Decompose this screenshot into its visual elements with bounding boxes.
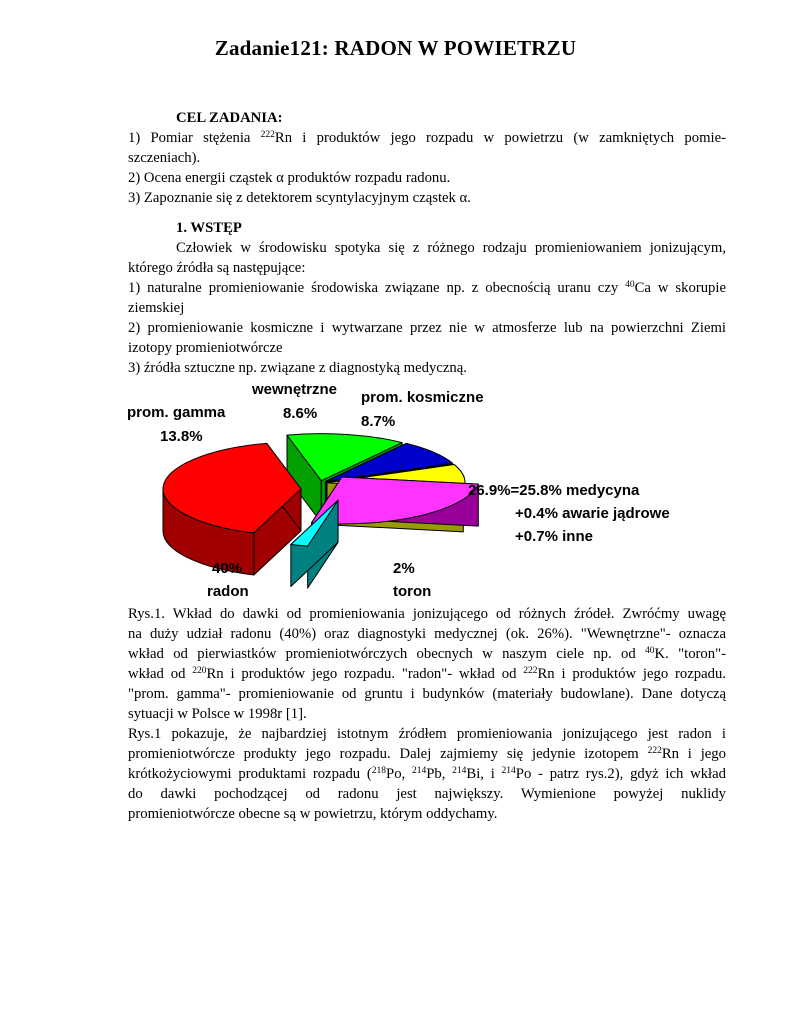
body-line-6: sytuacji w Polsce w 1998r [1]. [128, 706, 307, 722]
body-line-11: promieniotwórcze obecne są w powietrzu, którym oddychamy. [128, 806, 498, 822]
intro-line-1: Człowiek w środowisku spotyka się z różnego rodzaju promieniowaniem jonizującym, [176, 240, 726, 256]
label-thoron-name: toron [393, 583, 432, 600]
body-line-8: promieniotwórcze produkty jego rozpadu. Dalej zajmiemy się jedynie izotopem $^{222}$Rn i jego [128, 746, 726, 762]
label-cosmic-name: prom. kosmiczne [361, 389, 484, 406]
body-line-4: wkład od $^{220}$Rn i produktów jego rozpadu. "radon"- wkład od $^{222}$Rn i produktów jego rozpadu. [128, 666, 726, 682]
label-internal-value: 8.6% [283, 405, 318, 422]
label-radon-value: 40% [212, 560, 243, 577]
body-line-7: Rys.1 pokazuje, że najbardziej istotnym źródłem promieniowania jonizującego jest radon i [128, 726, 726, 742]
body-text [128, 604, 726, 824]
source-2-line-1: 2) promieniowanie kosmiczne i wytwarzane przez nie w atmosferze lub na powierzchni Ziemi [128, 320, 726, 336]
source-1-line-1: 1) naturalne promieniowanie środowiska związane np. z obecnością uranu czy $^{40}$Ca w skorupie [128, 280, 726, 296]
goal-1-line-1: 1) Pomiar stężenia $^{222}$Rn i produktów jego rozpadu w powietrzu (w zamkniętych pomie- [128, 130, 726, 146]
goals-section [128, 108, 726, 208]
source-2-line-2: izotopy promieniotwórcze [128, 340, 283, 356]
label-gamma-value: 13.8% [160, 428, 203, 445]
intro-heading: 1. WSTĘP [176, 220, 242, 236]
source-1-line-2: ziemskiej [128, 300, 185, 316]
body-line-9: krótkożyciowymi produktami rozpadu ($^{218}$Po, $^{214}$Pb, $^{214}$Bi, i $^{214}$Po - patrz rys.2), gdyż ich wkład [128, 766, 726, 782]
label-thoron-value: 2% [393, 560, 415, 577]
goal-3: 3) Zapoznanie się z detektorem scyntylacyjnym cząstek α. [128, 190, 471, 206]
intro-section [128, 218, 726, 378]
label-internal-name: wewnętrzne [252, 381, 338, 398]
goals-heading: CEL ZADANIA: [176, 110, 283, 126]
label-gamma-name: prom. gamma [127, 404, 226, 421]
dose-pie-chart [115, 370, 670, 605]
label-medical-1: 26.9%=25.8% medycyna [468, 482, 640, 499]
label-medical-3: +0.7% inne [515, 528, 593, 545]
page-title: Zadanie121: RADON W POWIETRZU [214, 36, 577, 60]
body-line-1: Rys.1. Wkład do dawki od promieniowania jonizującego od różnych źródeł. Zwróćmy uwagę [128, 606, 726, 622]
body-line-3: wkład od pierwiastków promieniotwórczych obecnych w naszym ciele np. od $^{40}$K. "toron"- [128, 646, 727, 662]
intro-line-2: którego źródła są następujące: [128, 260, 306, 276]
goal-2: 2) Ocena energii cząstek α produktów rozpadu radonu. [128, 170, 451, 186]
label-medical-2: +0.4% awarie jądrowe [515, 505, 670, 522]
body-line-2: na duży udział radonu (40%) oraz diagnostyki medycznej (ok. 26%). "Wewnętrzne"- oznacza [128, 626, 726, 642]
source-3: 3) źródła sztuczne np. związane z diagnostyką medyczną. [128, 360, 467, 376]
label-cosmic-value: 8.7% [361, 413, 396, 430]
body-line-5: "prom. gamma"- promieniowanie od gruntu i budynków (materiały budowlane). Dane dotyczą [128, 686, 726, 702]
label-radon-name: radon [207, 583, 249, 600]
goal-1-line-2: szczeniach). [128, 150, 201, 166]
body-line-10: do dawki pochodzącej od radonu jest największy. Wymienione powyżej nuklidy [128, 786, 726, 802]
